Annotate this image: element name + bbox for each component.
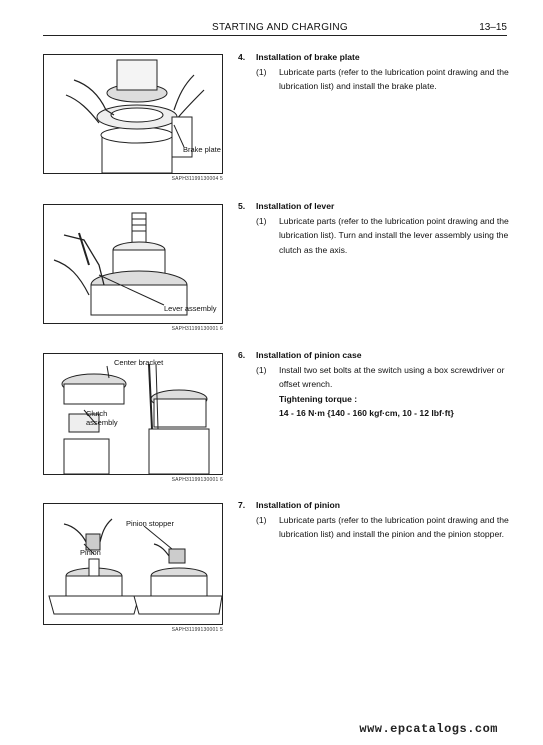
substep-text: Install two set bolts at the switch using a box screwdriver or offset wrench. [279, 364, 505, 389]
step-number: 6. [238, 350, 246, 360]
substep-number: (1) [256, 514, 267, 525]
substep-text: Lubricate parts (refer to the lubrication point drawing and the lubrication list) and install the brake plate. [279, 66, 509, 91]
header-rule [43, 35, 507, 36]
step-title: Installation of lever [256, 201, 335, 211]
step-title: Installation of pinion case [256, 350, 362, 360]
torque-value: 14 - 16 N·m {140 - 160 kgf·cm, 10 - 12 lbf·ft} [279, 408, 454, 418]
step-5 [238, 199, 513, 257]
figure-brake-plate [43, 54, 223, 174]
figure-code: SAPH31199130001 6 [171, 326, 223, 332]
pinion-case-illustration [44, 354, 222, 474]
callout-pinion: Pinion [80, 548, 101, 557]
pinion-illustration [44, 504, 222, 624]
figure-lever [43, 204, 223, 324]
figure-code: SAPH31199130004 5 [171, 176, 223, 182]
substep-number: (1) [256, 215, 267, 226]
substep-text: Lubricate parts (refer to the lubrication point drawing and the lubrication list) and install the pinion and the pinion stopper. [279, 514, 509, 539]
figure-pinion-case [43, 353, 223, 475]
figure-code: SAPH31199130001 5 [171, 627, 223, 633]
watermark: www.epcatalogs.com [359, 722, 498, 736]
callout-center-bracket: Center bracket [114, 358, 164, 367]
figure-pinion [43, 503, 223, 625]
callout-brake-plate: Brake plate [183, 145, 221, 154]
callout-pinion-stopper: Pinion stopper [126, 519, 174, 528]
callout-lever-assembly: Lever assembly [164, 304, 217, 313]
substep-number: (1) [256, 364, 267, 375]
figure-code: SAPH31199130001 6 [171, 477, 223, 483]
brake-plate-illustration [44, 55, 222, 173]
step-number: 4. [238, 52, 246, 62]
step-number: 5. [238, 201, 246, 211]
page-number: 13–15 [479, 22, 507, 33]
callout-assembly: assembly [86, 418, 118, 427]
step-7 [238, 498, 513, 542]
step-6 [238, 348, 513, 421]
torque-label: Tightening torque : [279, 393, 358, 404]
step-4 [238, 50, 513, 94]
substep-number: (1) [256, 66, 267, 77]
step-number: 7. [238, 500, 246, 510]
callout-clutch: Clutch [86, 409, 108, 418]
step-title: Installation of brake plate [256, 52, 360, 62]
substep-text: Lubricate parts (refer to the lubrication point drawing and the lubrication list). Turn and install the lever assembly using the clutch as the axis. [279, 215, 509, 255]
lever-illustration [44, 205, 222, 323]
section-title: STARTING AND CHARGING [212, 22, 348, 33]
step-title: Installation of pinion [256, 500, 341, 510]
